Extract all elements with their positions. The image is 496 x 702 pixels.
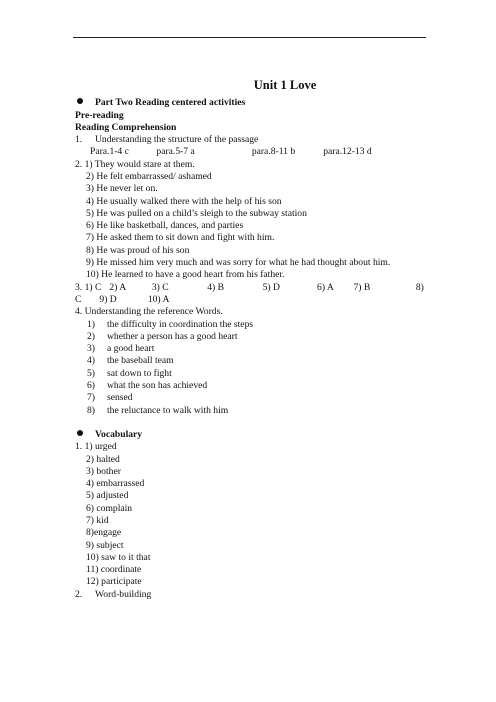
spacer — [75, 417, 435, 429]
vocab-item: 11) coordinate — [86, 564, 142, 576]
q2-item: 2. 1) They would stare at them. — [75, 158, 195, 170]
q3-answers-line1: 3. 1) C 2) A 3) C 4) B 5) D 6) A 7) B 8) — [75, 281, 424, 293]
q2-item: 5) He was pulled on a child’s sleigh to the subway station — [86, 207, 307, 219]
pre-reading-heading: Pre-reading — [75, 109, 124, 121]
q4-item: 6) what the son has achieved — [87, 380, 208, 392]
vocab-item: 6) complain — [86, 502, 133, 514]
q4-item: 4) the baseball team — [87, 355, 174, 367]
vocab-item: 5) adjusted — [86, 490, 129, 502]
q4-item: 1) the difficulty in coordination the steps — [87, 318, 254, 330]
header-rule — [73, 37, 426, 38]
document-body — [75, 79, 435, 601]
vocab-item: 10) saw to it that — [86, 551, 151, 563]
q2-item: 2) He felt embarrassed/ ashamed — [86, 170, 212, 182]
q4-title: 4. Understanding the reference Words. — [75, 306, 223, 318]
q2-item: 8) He was proud of his son — [86, 244, 190, 256]
q2-item: 6) He like basketball, dances, and parties — [86, 220, 244, 232]
vocab-item: 3) bother — [86, 465, 121, 477]
vocab-item: 8)engage — [86, 527, 122, 539]
q4-item: 8) the reluctance to walk with him — [87, 404, 229, 416]
q4-item: 3) a good heart — [87, 343, 155, 355]
q1-structure-answers: Para.1-4 c para.5-7 a para.8-11 b para.12-13 d — [90, 146, 372, 158]
q2-item: 10) He learned to have a good heart from his father. — [86, 269, 285, 281]
section-heading-reading: Part Two Reading centered activities — [75, 97, 435, 109]
vocab-item: 4) embarrassed — [86, 478, 145, 490]
vocab-item: 7) kid — [86, 515, 109, 526]
word-building-title: 2. Word-building — [75, 588, 152, 600]
q1-title: 1. Understanding the structure of the passage — [75, 134, 259, 146]
q2-item: 7) He asked them to sit down and fight with him. — [86, 232, 275, 244]
q4-item: 7) sensed — [87, 392, 133, 404]
bullet-icon — [77, 98, 83, 104]
vocab-item: 12) participate — [86, 576, 142, 588]
q2-item: 9) He missed him very much and was sorry for what he had thought about him. — [86, 257, 391, 269]
vocab-item: 2) halted — [86, 453, 120, 465]
section-heading-vocabulary: Vocabulary — [75, 429, 435, 441]
q2-item: 4) He usually walked there with the help of his son — [86, 195, 282, 207]
q4-item: 5) sat down to fight — [87, 367, 172, 379]
q3-answers-line2: C 9) D 10) A — [75, 293, 170, 305]
reading-comprehension-heading: Reading Comprehension — [75, 121, 177, 133]
bullet-icon — [77, 430, 83, 436]
page-title: Unit 1 Love — [253, 78, 317, 92]
vocab-item: 9) subject — [86, 539, 124, 551]
q4-item: 2) whether a person has a good heart — [87, 330, 238, 342]
vocab-item: 1. 1) urged — [75, 441, 117, 453]
q2-item: 3) He never let on. — [86, 183, 158, 195]
